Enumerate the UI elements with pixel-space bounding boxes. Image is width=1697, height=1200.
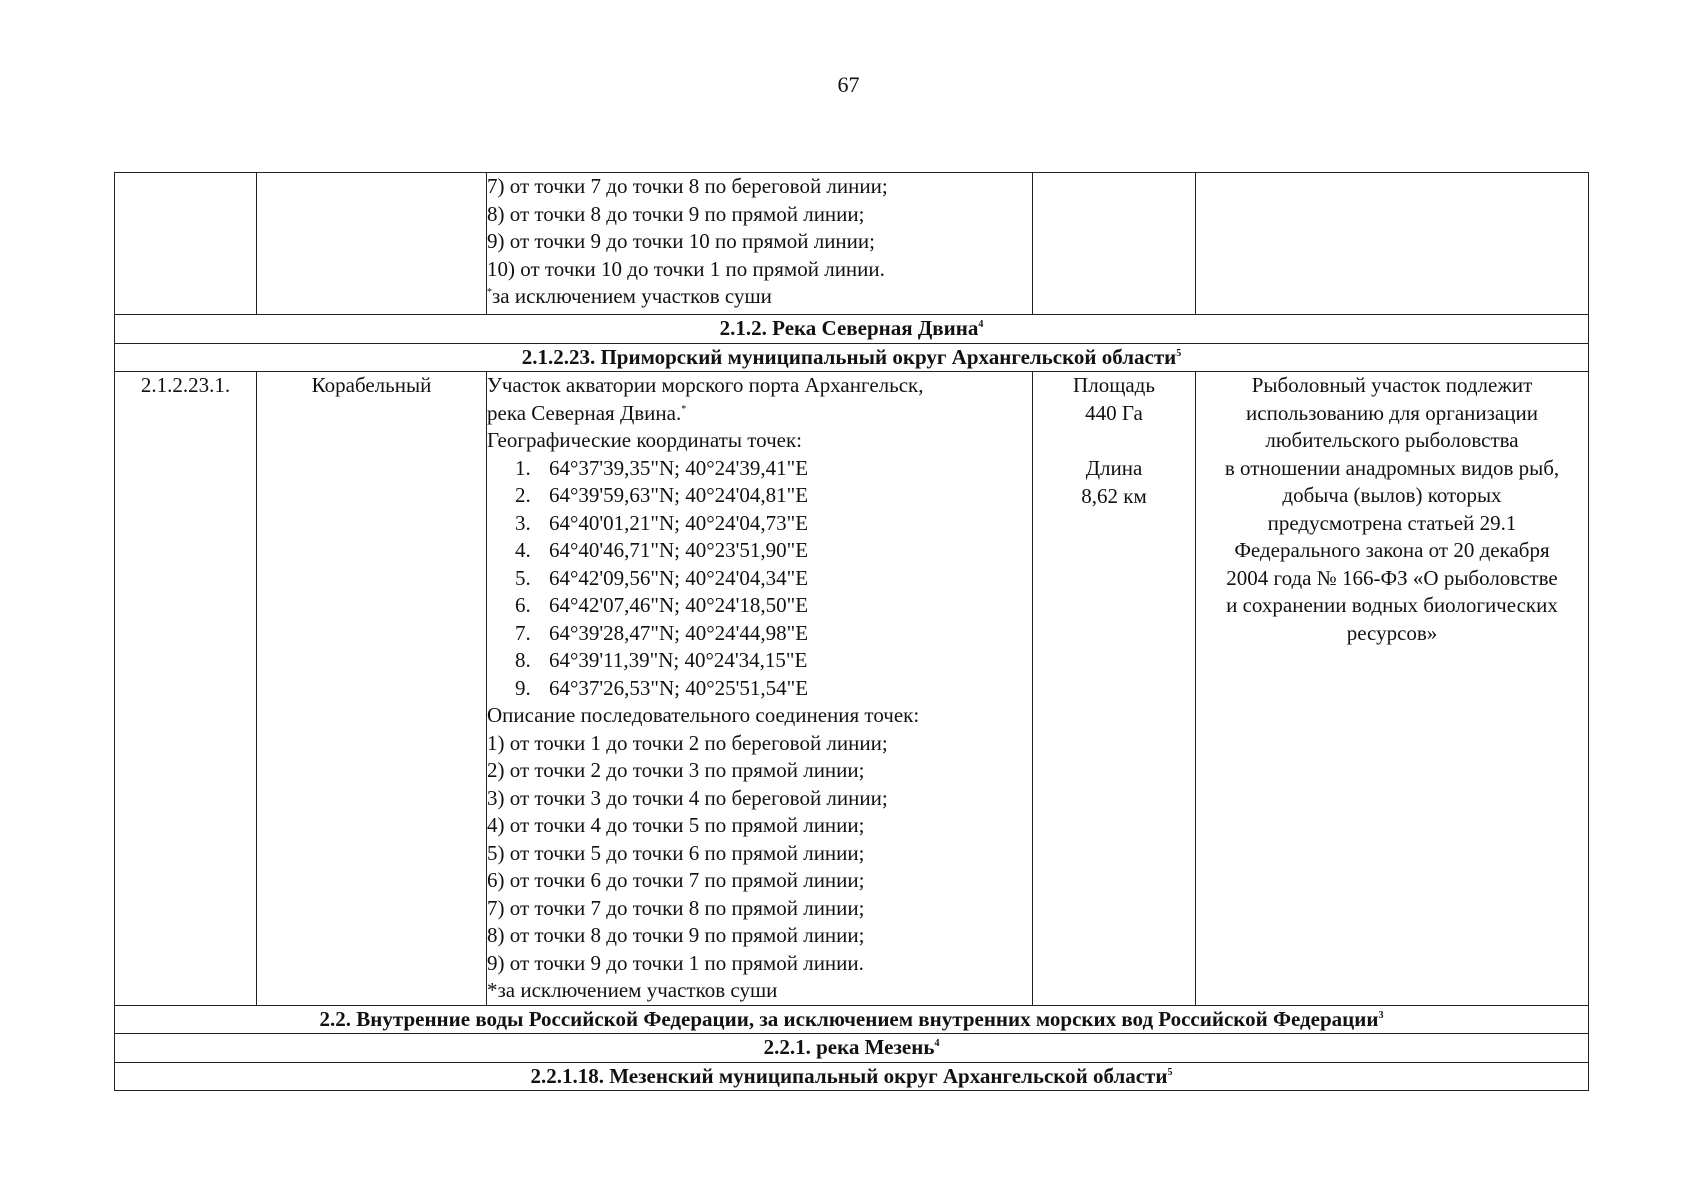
coord-number: 6.: [515, 593, 531, 617]
section-district-label: 2.1.2.23. Приморский муниципальный округ Архангельской области: [521, 344, 1177, 369]
section-header-row: [115, 315, 1589, 344]
connection-line: 9) от точки 9 до точки 1 по прямой линии.: [487, 950, 864, 975]
coord-item: [487, 510, 1032, 538]
coord-item: [487, 647, 1032, 675]
note-line: и сохранении водных биологических: [1226, 593, 1558, 617]
section-river-label: 2.1.2. Река Северная Двина: [719, 316, 979, 340]
note-line: Рыболовный участок подлежит: [1251, 373, 1533, 397]
continuation-line: 8) от точки 8 до точки 9 по прямой линии;: [487, 201, 865, 226]
desc-line-text: река Северная Двина.: [487, 400, 682, 425]
coord-value: 64°42'07,46"N; 40°24'18,50"E: [549, 593, 809, 617]
section-district-sup: 5: [1176, 347, 1182, 359]
coord-item: [487, 675, 1032, 703]
note-line: предусмотрена статьей 29.1: [1267, 510, 1517, 535]
note-line: в отношении анадромных видов рыб,: [1224, 455, 1560, 480]
section-mezen-district-header: [115, 1062, 1589, 1091]
coord-value: 64°39'59,63"N; 40°24'04,81"E: [549, 483, 809, 507]
measure-spacer: [1033, 427, 1195, 455]
section-river-header: [115, 315, 1589, 344]
section-mezen-sup: 4: [934, 1038, 940, 1049]
coord-value: 64°37'26,53"N; 40°25'51,54"E: [549, 675, 809, 700]
note-line: любительского рыболовства: [1265, 428, 1519, 452]
connection-line: 2) от точки 2 до точки 3 по прямой линии;: [487, 758, 865, 782]
coord-number: 5.: [515, 565, 531, 590]
note-line: Федерального закона от 20 декабря: [1234, 538, 1550, 562]
coords-list: [487, 455, 1032, 703]
coord-number: 8.: [515, 648, 531, 672]
entry-footnote: *за исключением участков суши: [487, 978, 778, 1002]
coord-value: 64°40'01,21"N; 40°24'04,73"E: [549, 510, 809, 535]
connection-line: 1) от точки 1 до точки 2 по береговой линии;: [487, 730, 888, 755]
desc-line: Участок акватории морского порта Архангельск,: [487, 373, 924, 397]
note-line: ресурсов»: [1346, 620, 1438, 645]
coord-item: [487, 592, 1032, 620]
coord-item: [487, 537, 1032, 565]
entry-note: [1196, 372, 1589, 1006]
area-value: 440 Га: [1085, 400, 1143, 425]
page-number: 67: [837, 72, 860, 97]
coord-value: 64°39'28,47"N; 40°24'44,98"E: [549, 620, 809, 645]
coord-item: [487, 620, 1032, 648]
connection-line: 7) от точки 7 до точки 8 по прямой линии;: [487, 895, 865, 920]
footnote-text: за исключением участков суши: [492, 284, 772, 308]
entry-name: Корабельный: [257, 372, 487, 1006]
coord-item: [487, 482, 1032, 510]
continuation-desc-cell: [487, 173, 1033, 315]
section-mezen-district-label: 2.2.1.18. Мезенский муниципальный округ Архангельской области: [530, 1063, 1168, 1088]
coords-heading: Географические координаты точек:: [487, 428, 802, 452]
continuation-line: 10) от точки 10 до точки 1 по прямой линии.: [487, 256, 885, 281]
coord-number: 9.: [515, 675, 531, 700]
coord-item: [487, 455, 1032, 483]
continuation-name-cell: [257, 173, 487, 315]
length-label: Длина: [1085, 456, 1143, 480]
note-line: 2004 года № 166-ФЗ «О рыболовстве: [1226, 565, 1558, 590]
coord-number: 3.: [515, 510, 531, 535]
entry-row: [115, 372, 1589, 1006]
section-district-header: [115, 343, 1589, 372]
section-header-row: [115, 1005, 1589, 1034]
section-mezen-label: 2.2.1. река Мезень: [763, 1035, 935, 1059]
connection-line: 3) от точки 3 до точки 4 по береговой линии;: [487, 785, 888, 810]
coord-value: 64°39'11,39"N; 40°24'34,15"E: [549, 648, 808, 672]
entry-measurements: [1033, 372, 1196, 1006]
desc-line: [487, 400, 1032, 428]
continuation-line: 7) от точки 7 до точки 8 по береговой линии;: [487, 174, 888, 198]
connection-line: 4) от точки 4 до точки 5 по прямой линии;: [487, 813, 865, 837]
coord-number: 1.: [515, 455, 531, 480]
fishing-areas-table: [114, 172, 1589, 1091]
entry-number: 2.1.2.23.1.: [115, 372, 257, 1006]
coord-item: [487, 565, 1032, 593]
coord-value: 64°42'09,56"N; 40°24'04,34"E: [549, 565, 809, 590]
length-value: 8,62 км: [1081, 483, 1147, 508]
continuation-note-cell: [1196, 173, 1589, 315]
coord-value: 64°40'46,71"N; 40°23'51,90"E: [549, 538, 809, 562]
section-header-row: [115, 1062, 1589, 1091]
note-line: использованию для организации: [1246, 400, 1538, 425]
coord-number: 2.: [515, 483, 531, 507]
continuation-footnote: [487, 283, 1032, 311]
section-header-row: [115, 1034, 1589, 1063]
connection-line: 8) от точки 8 до точки 9 по прямой линии;: [487, 923, 865, 947]
connection-line: 6) от точки 6 до точки 7 по прямой линии;: [487, 868, 865, 892]
area-label: Площадь: [1073, 373, 1155, 397]
continuation-num-cell: [115, 173, 257, 315]
coord-value: 64°37'39,35"N; 40°24'39,41"E: [549, 455, 809, 480]
connections-heading: Описание последовательного соединения точек:: [487, 703, 920, 727]
section-inland-label: 2.2. Внутренние воды Российской Федерации, за исключением внутренних морских вод Российской Федерации: [319, 1006, 1379, 1031]
section-mezen-district-sup: 5: [1167, 1066, 1173, 1078]
coord-number: 4.: [515, 538, 531, 562]
coord-number: 7.: [515, 620, 531, 645]
connection-line: 5) от точки 5 до точки 6 по прямой линии;: [487, 840, 865, 865]
section-inland-header: [115, 1005, 1589, 1034]
footnote-mark: *: [487, 287, 492, 298]
section-inland-sup: 3: [1378, 1009, 1384, 1021]
entry-description: [487, 372, 1033, 1006]
continuation-measure-cell: [1033, 173, 1196, 315]
section-header-row: [115, 343, 1589, 372]
desc-mark: *: [681, 403, 687, 415]
note-line: добыча (вылов) которых: [1282, 483, 1502, 507]
section-river-sup: 4: [978, 319, 984, 330]
section-mezen-header: [115, 1034, 1589, 1063]
continuation-line: 9) от точки 9 до точки 10 по прямой линии;: [487, 229, 875, 253]
continuation-row: [115, 173, 1589, 315]
